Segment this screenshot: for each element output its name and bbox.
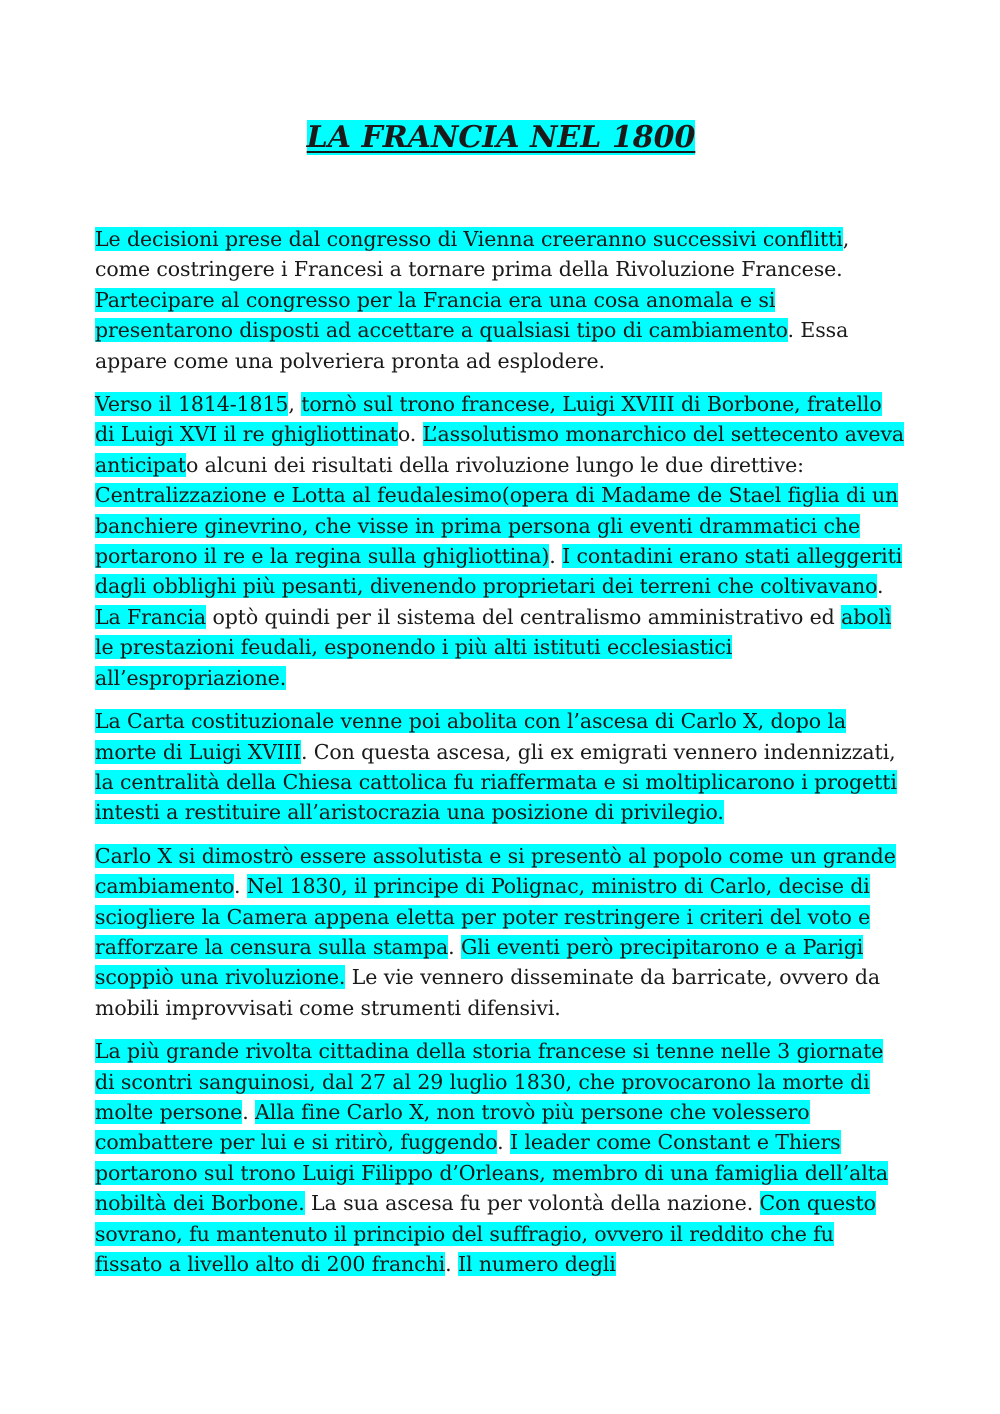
paragraph-1 [95,224,907,376]
plain-text: Le vie vennero disseminate da barricate, ovvero da mobili improvvisati come strumenti difensivi. [95,965,880,1020]
highlighted-text: tornò sul trono francese, Luigi XVIII di Borbone, fratello di Luigi XVI il re ghigliottinat [95,392,882,447]
highlighted-text: Carlo X si dimostrò essere assolutista e si presentò al popolo come un grande cambiamento [95,843,896,899]
highlighted-text: Centralizzazione e Lotta al feudalesimo(opera di Madame de Stael figlia di un banchiere ginevrino, che visse in prima persona gli eventi drammatici che portarono il re e la regina sulla ghigliottina) [95,483,899,569]
plain-text: , [288,392,302,417]
plain-text: . [242,1099,256,1124]
highlighted-text: Partecipare al congresso per la Francia era una cosa anomala e si presentarono disposti ad accettare a qualsiasi tipo di cambiamento [95,287,788,343]
highlighted-text: I contadini erano stati alleggeriti dagli obblighi più pesanti, divenendo proprietari dei terreni che coltivavano [95,544,903,599]
paragraph-3 [95,706,907,828]
plain-text: o alcuni dei risultati della rivoluzione lungo le due direttive: [185,452,804,477]
document-title [95,118,907,158]
highlighted-text: Le decisioni prese dal congresso di Vienna creeranno successivi conflitti [95,227,843,251]
highlighted-text: abolì le prestazioni feudali, esponendo i più alti istituti ecclesiastici all’espropriazione. [95,604,892,690]
plain-text: , come costringere i Francesi a tornare prima della Rivoluzione Francese. [95,227,850,282]
plain-text: . [877,574,884,599]
plain-text: . [448,934,461,959]
highlighted-text: L’assolutismo monarchico del settecento aveva anticipat [95,422,905,477]
plain-text: optò quindi per il sistema del centralismo amministrativo ed [206,604,842,629]
plain-text: . [549,544,563,569]
paragraph-2 [95,389,907,693]
document-body [95,224,907,1279]
highlighted-text: Alla fine Carlo X, non trovò più persone che volessero combattere per lui e si ritirò, fuggendo [95,1099,810,1155]
highlighted-text: Nel 1830, il principe di Polignac, ministro di Carlo, decise di sciogliere la Camera appena eletta per poter restringere i criteri del voto e rafforzare la censura sulla stampa [95,874,871,959]
plain-text: o. [397,422,423,447]
plain-text: . Essa appare come una polveriera pronta ad esplodere. [95,318,849,373]
highlighted-text: Con questo sovrano, fu mantenuto il principio del suffragio, ovvero il reddito che fu fissato a livello alto di 200 franchi [95,1191,876,1276]
paragraph-4 [95,841,907,1023]
document-title-text: LA FRANCIA NEL 1800 [306,120,696,155]
document-page [95,118,907,1292]
paragraph-5 [95,1036,907,1279]
plain-text: La sua ascesa fu per volontà della nazione. [304,1191,760,1216]
highlighted-text: La Francia [95,604,207,629]
plain-text: . [445,1252,458,1276]
plain-text: . [497,1130,510,1155]
plain-text: . Con questa ascesa, gli ex emigrati vennero indennizzati, [300,739,896,764]
highlighted-text: Verso il 1814-1815 [95,392,289,417]
plain-text: . [233,874,247,899]
highlighted-text: Il numero degli [457,1252,616,1276]
highlighted-text: La più grande rivolta cittadina della storia francese si tenne nelle 3 giornate di scontri sanguinosi, dal 27 al 29 luglio 1830, che provocarono la morte di molte persone [95,1039,884,1124]
highlighted-text: I leader come Constant e Thiers portarono sul trono Luigi Filippo d’Orleans, membro di una famiglia dell’alta nobiltà dei Borbone. [95,1130,888,1216]
highlighted-text: Gli eventi però precipitarono e a Parigi scoppiò una rivoluzione. [95,934,864,990]
highlighted-text: la centralità della Chiesa cattolica fu riaffermata e si moltiplicarono i progetti intesti a restituire all’aristocrazia una posizione di privilegio. [95,769,897,825]
highlighted-text: La Carta costituzionale venne poi abolita con l’ascesa di Carlo X, dopo la morte di Luigi XVIII [95,709,847,764]
